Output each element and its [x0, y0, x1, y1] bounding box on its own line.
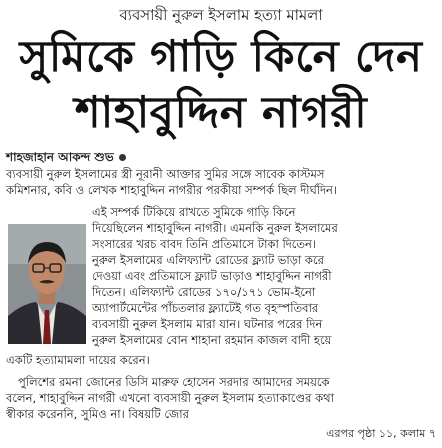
body-line: এই সম্পর্ক টিকিয়ে রাখতে সুমিকে গাড়ি কিনে — [92, 205, 296, 219]
body-line: নুরুল ইসলামের বোন শাহানা রহমান কাজল বাদী হয়ে — [92, 333, 332, 347]
portrait-image — [8, 224, 86, 344]
body-line: অ্যাপার্টমেন্টের পাঁচতলার ফ্ল্যাটেই গত বৃহস্পতিবার — [92, 301, 319, 315]
body-line: ব্যবসায়ী নুরুল ইসলাম মারা যান। ঘটনার পরের দিন — [92, 317, 323, 331]
body-line: একটি হত্যামামলা দায়ের করেন। — [6, 353, 150, 367]
body-line: কমিশনার, কবি ও লেখক শাহাবুদ্দিন নাগরীর পরকীয়া সম্পর্ক ছিল দীর্ঘদিন। — [6, 183, 338, 197]
body-line: দিতেন। এলিফ্যান্ট রোডের ১৭০/১৭১ ভোম-ইনো — [92, 285, 316, 299]
kicker: ব্যবসায়ী নুরুল ইসলাম হত্যা মামলা — [119, 6, 323, 24]
headline-line-2: শাহাবুদ্দিন নাগরী — [74, 88, 368, 138]
body-line: স্বীকার করেননি, সুমিও না। বিষয়টি জোর — [6, 407, 189, 421]
headline-line-1: সুমিকে গাড়ি কিনে দেন — [19, 32, 423, 82]
author-photo — [8, 224, 86, 344]
continued-marker: এরপর পৃষ্ঠা ১১, কলাম ৭ — [326, 427, 436, 440]
byline-author: শাহজাহান আকন্দ শুভ — [6, 150, 114, 164]
byline — [6, 150, 126, 165]
body-line: বলেন, শাহাবুদ্দিন নাগরী এখনো ব্যবসায়ী নুরুল ইসলাম হত্যাকাণ্ডের কথা — [6, 391, 334, 405]
body-line: দিয়েছিলেন শাহাবুদ্দিন নাগরী। এমনকি নুরুল ইসলামের — [92, 221, 338, 235]
bullet-icon — [119, 154, 126, 161]
body-line: পুলিশের রমনা জোনের ডিসি মারুফ হোসেন সরদার আমাদের সময়কে — [18, 375, 330, 389]
body-line: সংসারের খরচ বাবদ তিনি প্রতিমাসে টাকা দিতেন। — [92, 237, 316, 251]
body-line: দেওয়া এবং প্রতিমাসে ফ্ল্যাট ভাড়াও শাহাবুদ্দিন নাগরী — [92, 269, 332, 283]
body-line: ব্যবসায়ী নুরুল ইসলামের স্ত্রী নূরানী আক্তার সুমির সঙ্গে সাবেক কাস্টমস — [6, 167, 325, 181]
body-line: নুরুল ইসলামের এলিফ্যান্ট রোডের ফ্ল্যাট ভাড়া করে — [92, 253, 324, 267]
